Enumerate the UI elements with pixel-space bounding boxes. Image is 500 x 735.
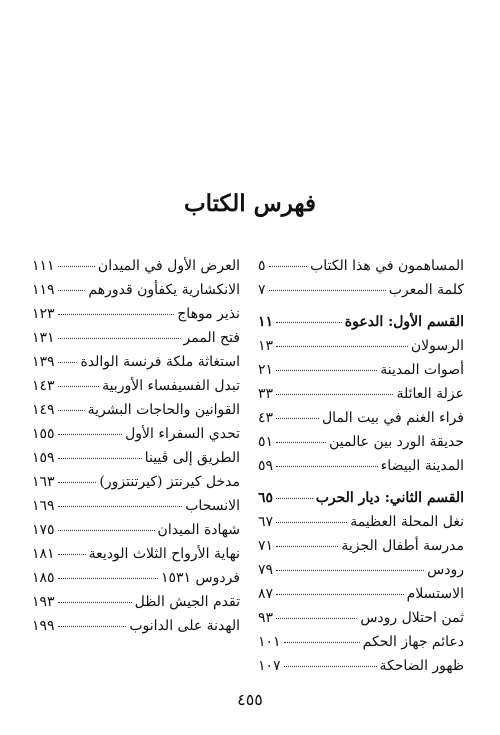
dot-leader <box>276 321 342 323</box>
toc-entry-page: ١٩٩ <box>32 618 55 634</box>
toc-entry-page: ١١٩ <box>32 282 55 298</box>
toc-entry-title: القسم الثاني: ديار الحرب <box>315 490 464 506</box>
toc-entry-title: تحدي السفراء الأول <box>125 426 240 442</box>
dot-leader <box>58 577 158 579</box>
toc-entry-page: ١٧٥ <box>32 522 55 538</box>
dot-leader <box>58 457 142 459</box>
toc-entry-page: ١٠٧ <box>258 658 281 674</box>
toc-entry <box>258 406 464 430</box>
toc-entry-page: ٥ <box>258 258 266 274</box>
toc-entry-title: المساهمون في هذا الكتاب <box>310 258 464 274</box>
toc-entry-title: القسم الأول: الدعوة <box>344 314 464 330</box>
toc-entry-page: ٥١ <box>258 434 274 450</box>
dot-leader <box>276 569 424 571</box>
toc-entry-title: الرسولان <box>410 338 464 354</box>
toc-entry <box>32 446 240 470</box>
toc-entry-page: ٣٣ <box>258 386 274 402</box>
dot-leader <box>58 289 86 291</box>
toc-entry-title: القوانين والحاجات البشرية <box>87 402 240 418</box>
toc-entry-title: ظهور الضاحكة <box>379 658 464 674</box>
toc-entry-page: ١٨١ <box>32 546 55 562</box>
toc-entry-page: ١٠١ <box>258 634 281 650</box>
dot-leader <box>58 385 100 387</box>
toc-entry-title: الهدنة على الدانوب <box>129 618 240 634</box>
page-title: فهرس الكتاب <box>183 190 317 217</box>
toc-entry-page: ٥٩ <box>258 458 274 474</box>
toc-entry-page: ١٢٣ <box>32 306 55 322</box>
dot-leader <box>58 409 85 411</box>
page-number: ٤٥٥ <box>237 690 263 709</box>
toc-entry <box>32 614 240 638</box>
toc-entry-title: العرض الأول في الميدان <box>97 258 240 274</box>
dot-leader <box>284 641 360 643</box>
toc-entry-title: مدخل كيرنتز (كيرتنتزور) <box>99 474 240 490</box>
toc-entry-page: ١١١ <box>32 258 55 274</box>
toc-entry-page: ١٨٥ <box>32 570 55 586</box>
toc-entry <box>32 494 240 518</box>
toc-entry <box>258 254 464 278</box>
toc-entry-title: استغاثة ملكة فرنسة الوالدة <box>80 354 240 370</box>
dot-leader <box>58 481 97 483</box>
toc-entry-title: فراء الغنم في بيت المال <box>321 410 464 426</box>
dot-leader <box>276 617 357 619</box>
dot-leader <box>276 593 404 595</box>
toc-entry <box>32 374 240 398</box>
toc-entry-title: أصوات المدينة <box>380 362 464 378</box>
toc-entry-title: مدرسة أطفال الجزية <box>341 538 464 554</box>
toc-entry-page: ١١ <box>258 314 274 330</box>
toc-entry-page: ١٣٩ <box>32 354 55 370</box>
toc-entry-title: فتح الممر <box>183 330 240 346</box>
dot-leader <box>58 553 86 555</box>
toc-entry-page: ١٤٣ <box>32 378 55 394</box>
toc-entry-title: رودس <box>427 562 464 578</box>
toc-section-heading <box>258 486 464 510</box>
toc-entry <box>32 518 240 542</box>
dot-leader <box>269 289 386 291</box>
toc-entry-page: ٦٧ <box>258 514 274 530</box>
toc-entry <box>32 326 240 350</box>
dot-leader <box>276 521 347 523</box>
toc-entry-title: دعائم جهاز الحكم <box>362 634 464 650</box>
toc-entry-title: الاستسلام <box>406 586 464 602</box>
toc-entry-page: ٧١ <box>258 538 274 554</box>
dot-leader <box>58 433 123 435</box>
toc-entry <box>258 278 464 302</box>
toc-entry <box>32 302 240 326</box>
toc-entry-page: ٦٥ <box>258 490 274 506</box>
toc-entry <box>258 534 464 558</box>
toc-entry <box>258 558 464 582</box>
toc-entry-title: شهادة الميدان <box>157 522 240 538</box>
dot-leader <box>276 417 319 419</box>
toc-entry <box>258 606 464 630</box>
toc-column-left <box>32 254 240 638</box>
toc-entry <box>258 654 464 678</box>
toc-entry <box>258 430 464 454</box>
toc-entry <box>32 278 240 302</box>
toc-entry-title: نذير موهاج <box>177 306 240 322</box>
toc-entry-title: تبدل الفسيفساء الأوربية <box>102 378 240 394</box>
dot-leader <box>276 393 393 395</box>
dot-leader <box>58 313 175 315</box>
dot-leader <box>58 505 183 507</box>
toc-entry-title: ثمن احتلال رودس <box>360 610 464 626</box>
toc-entry-page: ١٦٣ <box>32 474 55 490</box>
toc-entry-page: ١٩٣ <box>32 594 55 610</box>
toc-column-right <box>258 254 464 678</box>
toc-entry <box>258 382 464 406</box>
toc-entry <box>32 350 240 374</box>
toc-entry-page: ٩٣ <box>258 610 274 626</box>
toc-entry-title: نهاية الأرواح الثلاث الوديعة <box>88 546 240 562</box>
toc-entry-title: عزلة العائلة <box>396 386 464 402</box>
dot-leader <box>276 345 408 347</box>
toc-entry-page: ٧ <box>258 282 266 298</box>
toc-entry-title: تقدم الجيش الظل <box>134 594 240 610</box>
toc-entry-page: ١٤٩ <box>32 402 55 418</box>
toc-entry <box>32 590 240 614</box>
toc-entry-title: الانكشارية يكفأون قدورهم <box>88 282 240 298</box>
toc-entry-title: حديقة الورد بين عالمين <box>329 434 464 450</box>
dot-leader <box>58 265 95 267</box>
toc-entry-page: ٧٩ <box>258 562 274 578</box>
toc-entry <box>258 630 464 654</box>
dot-leader <box>269 265 308 267</box>
toc-entry-title: كلمة المعرب <box>388 282 464 298</box>
dot-leader <box>276 441 326 443</box>
toc-entry <box>32 254 240 278</box>
dot-leader <box>276 545 338 547</box>
toc-entry-page: ١٦٩ <box>32 498 55 514</box>
toc-entry-page: ١٥٥ <box>32 426 55 442</box>
dot-leader <box>284 665 377 667</box>
dot-leader <box>276 369 377 371</box>
toc-entry <box>258 510 464 534</box>
dot-leader <box>58 601 132 603</box>
toc-entry <box>32 566 240 590</box>
toc-entry-title: نغل المحلة العظيمة <box>350 514 464 530</box>
toc-entry-page: ١٣١ <box>32 330 55 346</box>
toc-entry <box>258 334 464 358</box>
toc-entry-page: ١٣ <box>258 338 274 354</box>
toc-entry-title: المدينة البيضاء <box>380 458 464 474</box>
dot-leader <box>276 465 378 467</box>
dot-leader <box>58 337 181 339</box>
toc-entry <box>258 582 464 606</box>
toc-entry-title: فردوس ١٥٣١ <box>160 570 240 586</box>
toc-entry-title: الانسحاب <box>185 498 240 514</box>
toc-entry <box>32 470 240 494</box>
toc-entry <box>32 542 240 566</box>
toc-entry-title: الطريق إلى ڤيينا <box>144 450 240 466</box>
toc-entry-page: ١٥٩ <box>32 450 55 466</box>
toc-entry-page: ٤٣ <box>258 410 274 426</box>
dot-leader <box>58 361 78 363</box>
toc-entry <box>32 422 240 446</box>
toc-entry-page: ٨٧ <box>258 586 274 602</box>
dot-leader <box>58 529 155 531</box>
toc-entry-page: ٢١ <box>258 362 274 378</box>
toc-entry <box>258 358 464 382</box>
toc-section-heading <box>258 310 464 334</box>
toc-entry <box>258 454 464 478</box>
toc-entry <box>32 398 240 422</box>
dot-leader <box>58 625 127 627</box>
dot-leader <box>276 497 313 499</box>
